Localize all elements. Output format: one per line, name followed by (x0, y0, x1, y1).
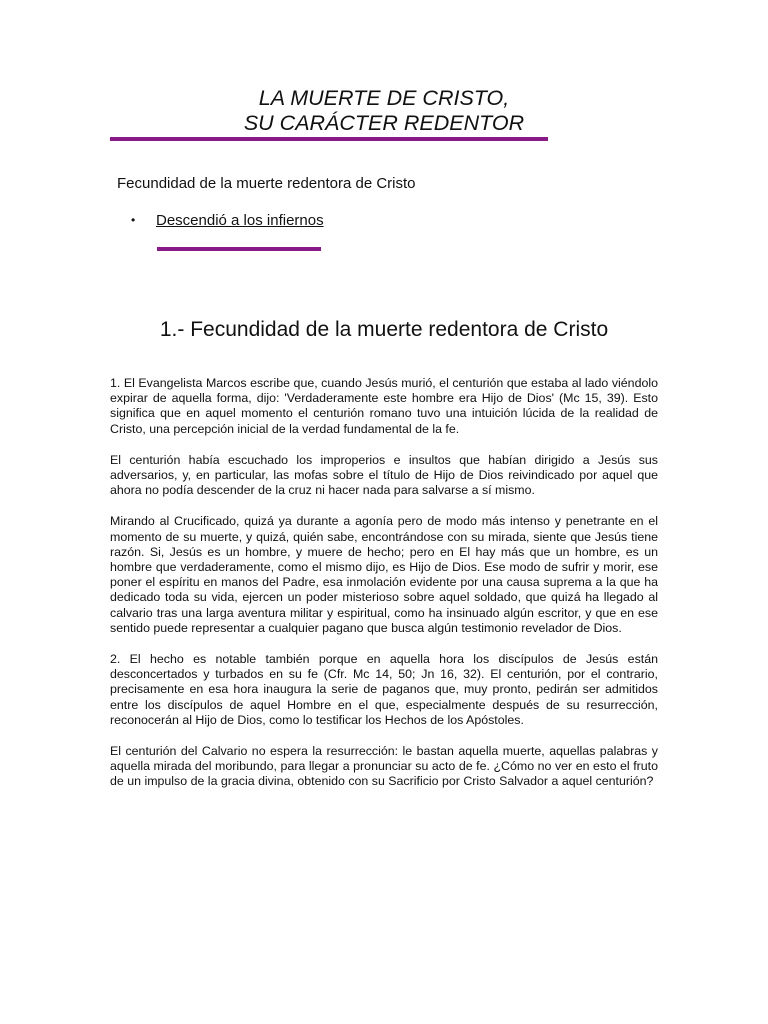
toc-heading: Fecundidad de la muerte redentora de Cristo (117, 175, 416, 192)
title-divider (110, 137, 548, 141)
section-heading: 1.- Fecundidad de la muerte redentora de Cristo (159, 318, 609, 341)
paragraph-3: Mirando al Crucificado, quizá ya durante a agonía pero de modo más intenso y penetrante en el momento de su muerte, y quizá, quién sabe, encontrándose con su mirada, siente que Jesús tiene razón. Si, Jesús es un hombre, y muere de hecho; pero en El hay más que un hombre, es un hombre que verdaderamente, como el mismo dijo, es Hijo de Dios. Ese modo de sufrir y morir, ese poner el espíritu en manos del Padre, esa inmolación evidente por una causa suprema a la que ha dedicado toda su vida, ejercen un poder misterioso sobre aquel soldado, que quizá ha llegado al calvario tras una larga aventura militar y espiritual, como ha insinuado algún escritor, y que en ese sentido puede representar a cualquier pagano que busca algún testimonio revelador de Dios. (110, 514, 658, 635)
title-line-1: LA MUERTE DE CRISTO, (258, 86, 510, 110)
bullet-icon: • (131, 213, 136, 227)
paragraph-1: 1. El Evangelista Marcos escribe que, cuando Jesús murió, el centurión que estaba al lado viéndolo expirar de aquella forma, dijo: 'Verdaderamente este hombre era Hijo de Dios' (Mc 15, 39). Esto significa que en aquel momento el centurión romano tuvo una intuición lúcida de la realidad de Cristo, una percepción inicial de la verdad fundamental de la fe. (110, 376, 658, 436)
paragraph-2: El centurión había escuchado los improperios e insultos que habían dirigido a Jesús sus adversarios, y, en particular, las mofas sobre el título de Hijo de Dios reivindicado por aquel que ahora no podía descender de la cruz ni hacer nada para salvarse a sí mismo. (110, 452, 658, 498)
toc-link-descendio[interactable]: Descendió a los infiernos (156, 212, 324, 229)
title-line-2: SU CARÁCTER REDENTOR (243, 111, 525, 135)
toc-list-item (131, 212, 324, 229)
document-title (0, 86, 768, 136)
paragraph-4: 2. El hecho es notable también porque en aquella hora los discípulos de Jesús están desconcertados y turbados en su fe (Cfr. Mc 14, 50; Jn 16, 32). El centurión, por el contrario, precisamente en esa hora inaugura la serie de paganos que, muy pronto, pedirán ser admitidos entre los discípulos de aquel Hombre en el que, especialmente después de su resurrección, reconocerán al Hijo de Dios, como lo testificar los Hechos de los Apóstoles. (110, 652, 658, 727)
toc-divider (157, 247, 321, 251)
body-text (110, 376, 658, 806)
paragraph-5: El centurión del Calvario no espera la resurrección: le bastan aquella muerte, aquellas palabras y aquella mirada del moribundo, para llegar a pronunciar su acto de fe. ¿Cómo no ver en esto el fruto de un impulso de la gracia divina, obtenido con su Sacrificio por Cristo Salvador a aquel centurión? (110, 744, 658, 789)
